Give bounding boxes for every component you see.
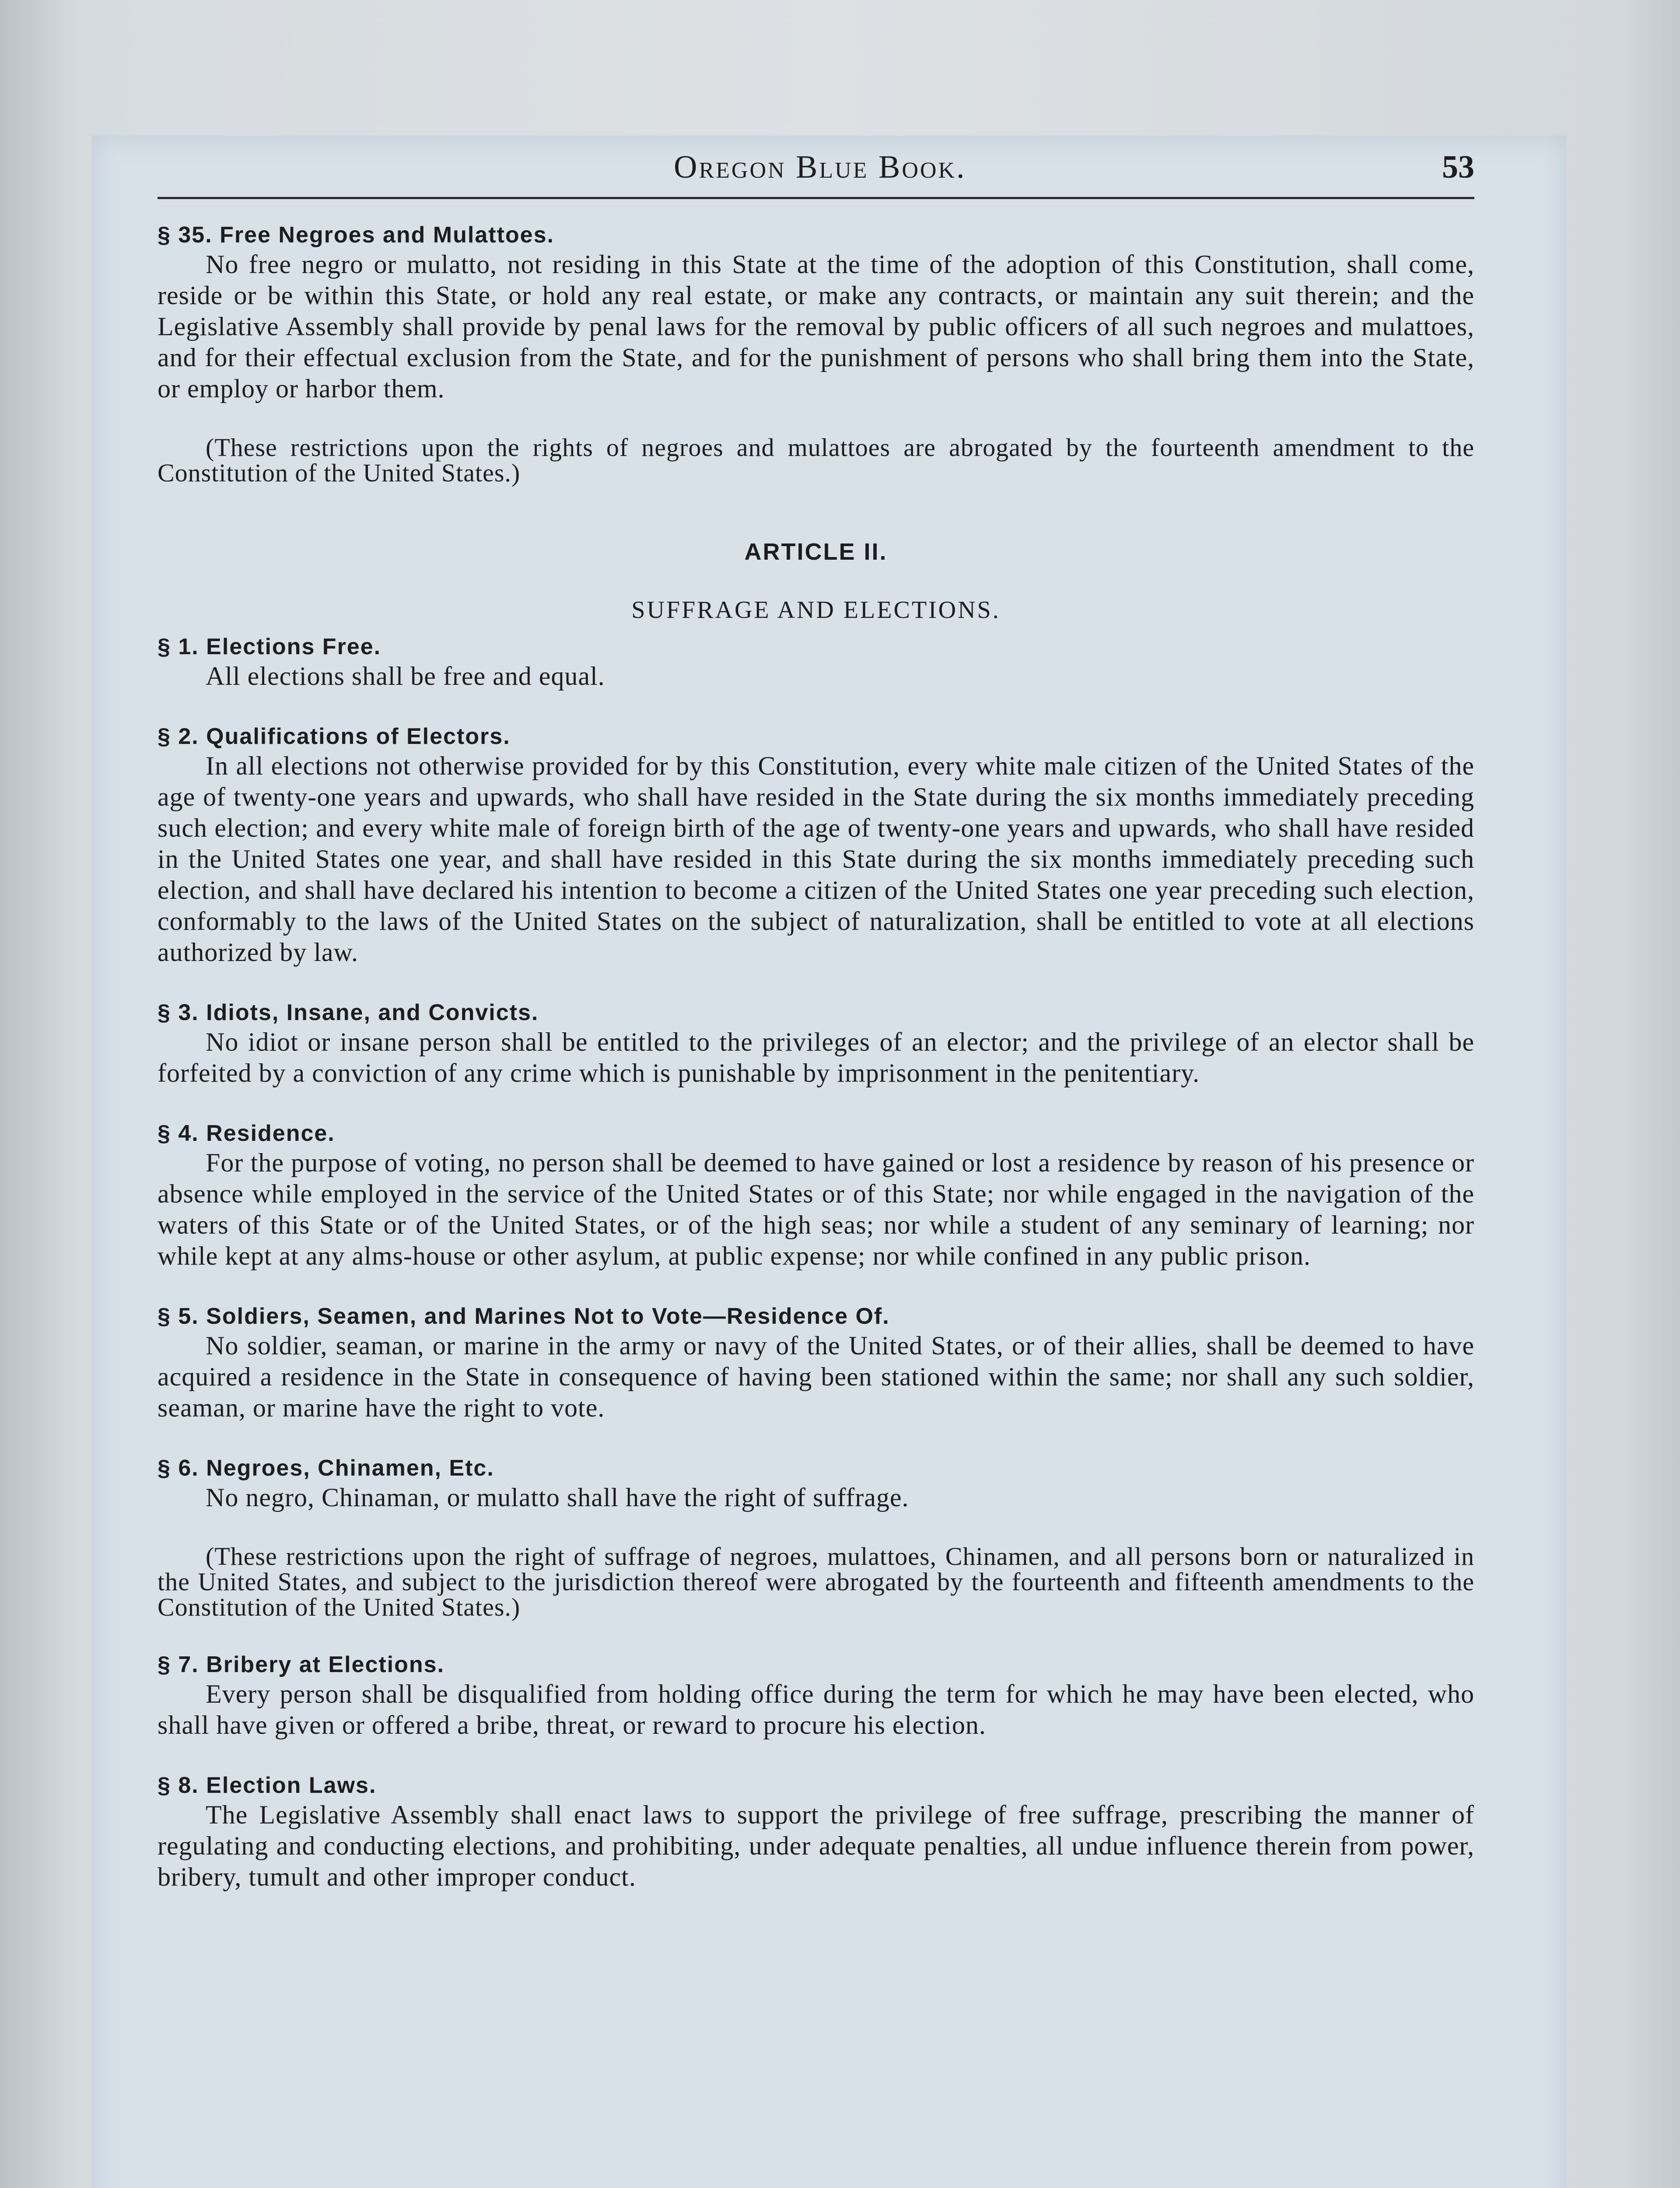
section-body: No idiot or insane person shall be entitled to the privileges of an elector; and the privilege of an elector shall be forfeited by a conviction of any crime which is punishable by imprisonment in the penitentiary. xyxy=(158,1027,1474,1087)
section-body: No free negro or mulatto, not residing in this State at the time of the adoption of this Constitution, shall come, reside or be within this State, or hold any real estate, or make any contracts, or maintain any suit therein; and the Legislative Assembly shall provide by penal laws for the removal by public officers of all such negroes and mulattoes, and for their effectual exclusion from the State, and for the punishment of persons who shall bring them into the State, or employ or harbor them. xyxy=(158,250,1474,403)
section-heading: § 6. Negroes, Chinamen, Etc. xyxy=(158,1455,494,1481)
section-body: No negro, Chinaman, or mulatto shall have the right of suffrage. xyxy=(206,1483,909,1512)
section-4 xyxy=(158,1119,1474,1272)
section-heading: § 1. Elections Free. xyxy=(158,634,382,659)
section-heading: § 3. Idiots, Insane, and Convicts. xyxy=(158,1000,539,1025)
article-heading: ARTICLE II. xyxy=(744,539,888,565)
section-heading: § 35. Free Negroes and Mulattoes. xyxy=(158,222,554,248)
section-body: In all elections not otherwise provided for by this Constitution, every white male citizen of the United States of the age of twenty-one years and upwards, who shall have resided in the State during the six months immediately preceding such election; and every white male of foreign birth of the age of twenty-one years and upwards, who shall have resided in the United States one year, and shall have resided in this State during the six months immediately preceding such election, and shall have declared his intention to become a citizen of the United States one year preceding such election, conformably to the laws of the United States on the subject of naturalization, shall be entitled to vote at all elections authorized by law. xyxy=(158,751,1474,967)
section-6 xyxy=(158,1454,1474,1620)
section-heading: § 2. Qualifications of Electors. xyxy=(158,724,511,749)
section-3 xyxy=(158,999,1474,1089)
section-heading: § 7. Bribery at Elections. xyxy=(158,1652,445,1677)
section-body: All elections shall be free and equal. xyxy=(206,662,605,691)
running-title: Oregon Blue Book. xyxy=(674,149,966,185)
section-1 xyxy=(158,633,1474,692)
section-body: Every person shall be disqualified from holding office during the term for which he may have been elected, who shall have given or offered a bribe, threat, or reward to procure his election. xyxy=(158,1680,1474,1739)
section-5 xyxy=(158,1302,1474,1424)
section-body: The Legislative Assembly shall enact laws to support the privilege of free suffrage, prescribing the manner of regulating and conducting elections, and prohibiting, under adequate penalties, all undue influence therein from power, bribery, tumult and other improper conduct. xyxy=(158,1800,1474,1891)
section-heading: § 5. Soldiers, Seamen, and Marines Not to Vote—Residence Of. xyxy=(158,1304,890,1329)
section-body: No soldier, seaman, or marine in the army or navy of the United States, or of their allies, shall be deemed to have acquired a residence in the State in consequence of having been stationed within the same; nor shall any such soldier, seaman, or marine have the right to vote. xyxy=(158,1331,1474,1422)
page-number: 53 xyxy=(1442,149,1474,185)
running-header xyxy=(158,144,1474,197)
section-2 xyxy=(158,722,1474,968)
editorial-note: (These restrictions upon the rights of negroes and mulattoes are abrogated by the fourteenth amendment to the Constitution of the United States.) xyxy=(158,433,1474,487)
section-35 xyxy=(158,221,1474,404)
article-subheading: SUFFRAGE AND ELECTIONS. xyxy=(631,596,1001,624)
section-7 xyxy=(158,1651,1474,1741)
section-body: For the purpose of voting, no person shall be deemed to have gained or lost a residence by reason of his presence or absence while employed in the service of the United States or of this State; nor while engaged in the navigation of the waters of this State or of the United States, or of the high seas; nor while a student of any seminary of learning; nor while kept at any alms-house or other asylum, at public expense; nor while confined in any public prison. xyxy=(158,1148,1474,1270)
section-35-note xyxy=(158,435,1474,486)
section-heading: § 8. Election Laws. xyxy=(158,1773,377,1798)
section-8 xyxy=(158,1771,1474,1893)
section-heading: § 4. Residence. xyxy=(158,1121,335,1146)
book-page xyxy=(92,136,1566,2188)
editorial-note: (These restrictions upon the right of suffrage of negroes, mulattoes, Chinamen, and all persons born or naturalized in the United States, and subject to the jurisdiction thereof were abrogated by the fourteenth and fifteenth amendments to the Constitution of the United States.) xyxy=(158,1542,1474,1621)
header-rule xyxy=(158,197,1474,199)
page-content xyxy=(158,136,1474,1923)
